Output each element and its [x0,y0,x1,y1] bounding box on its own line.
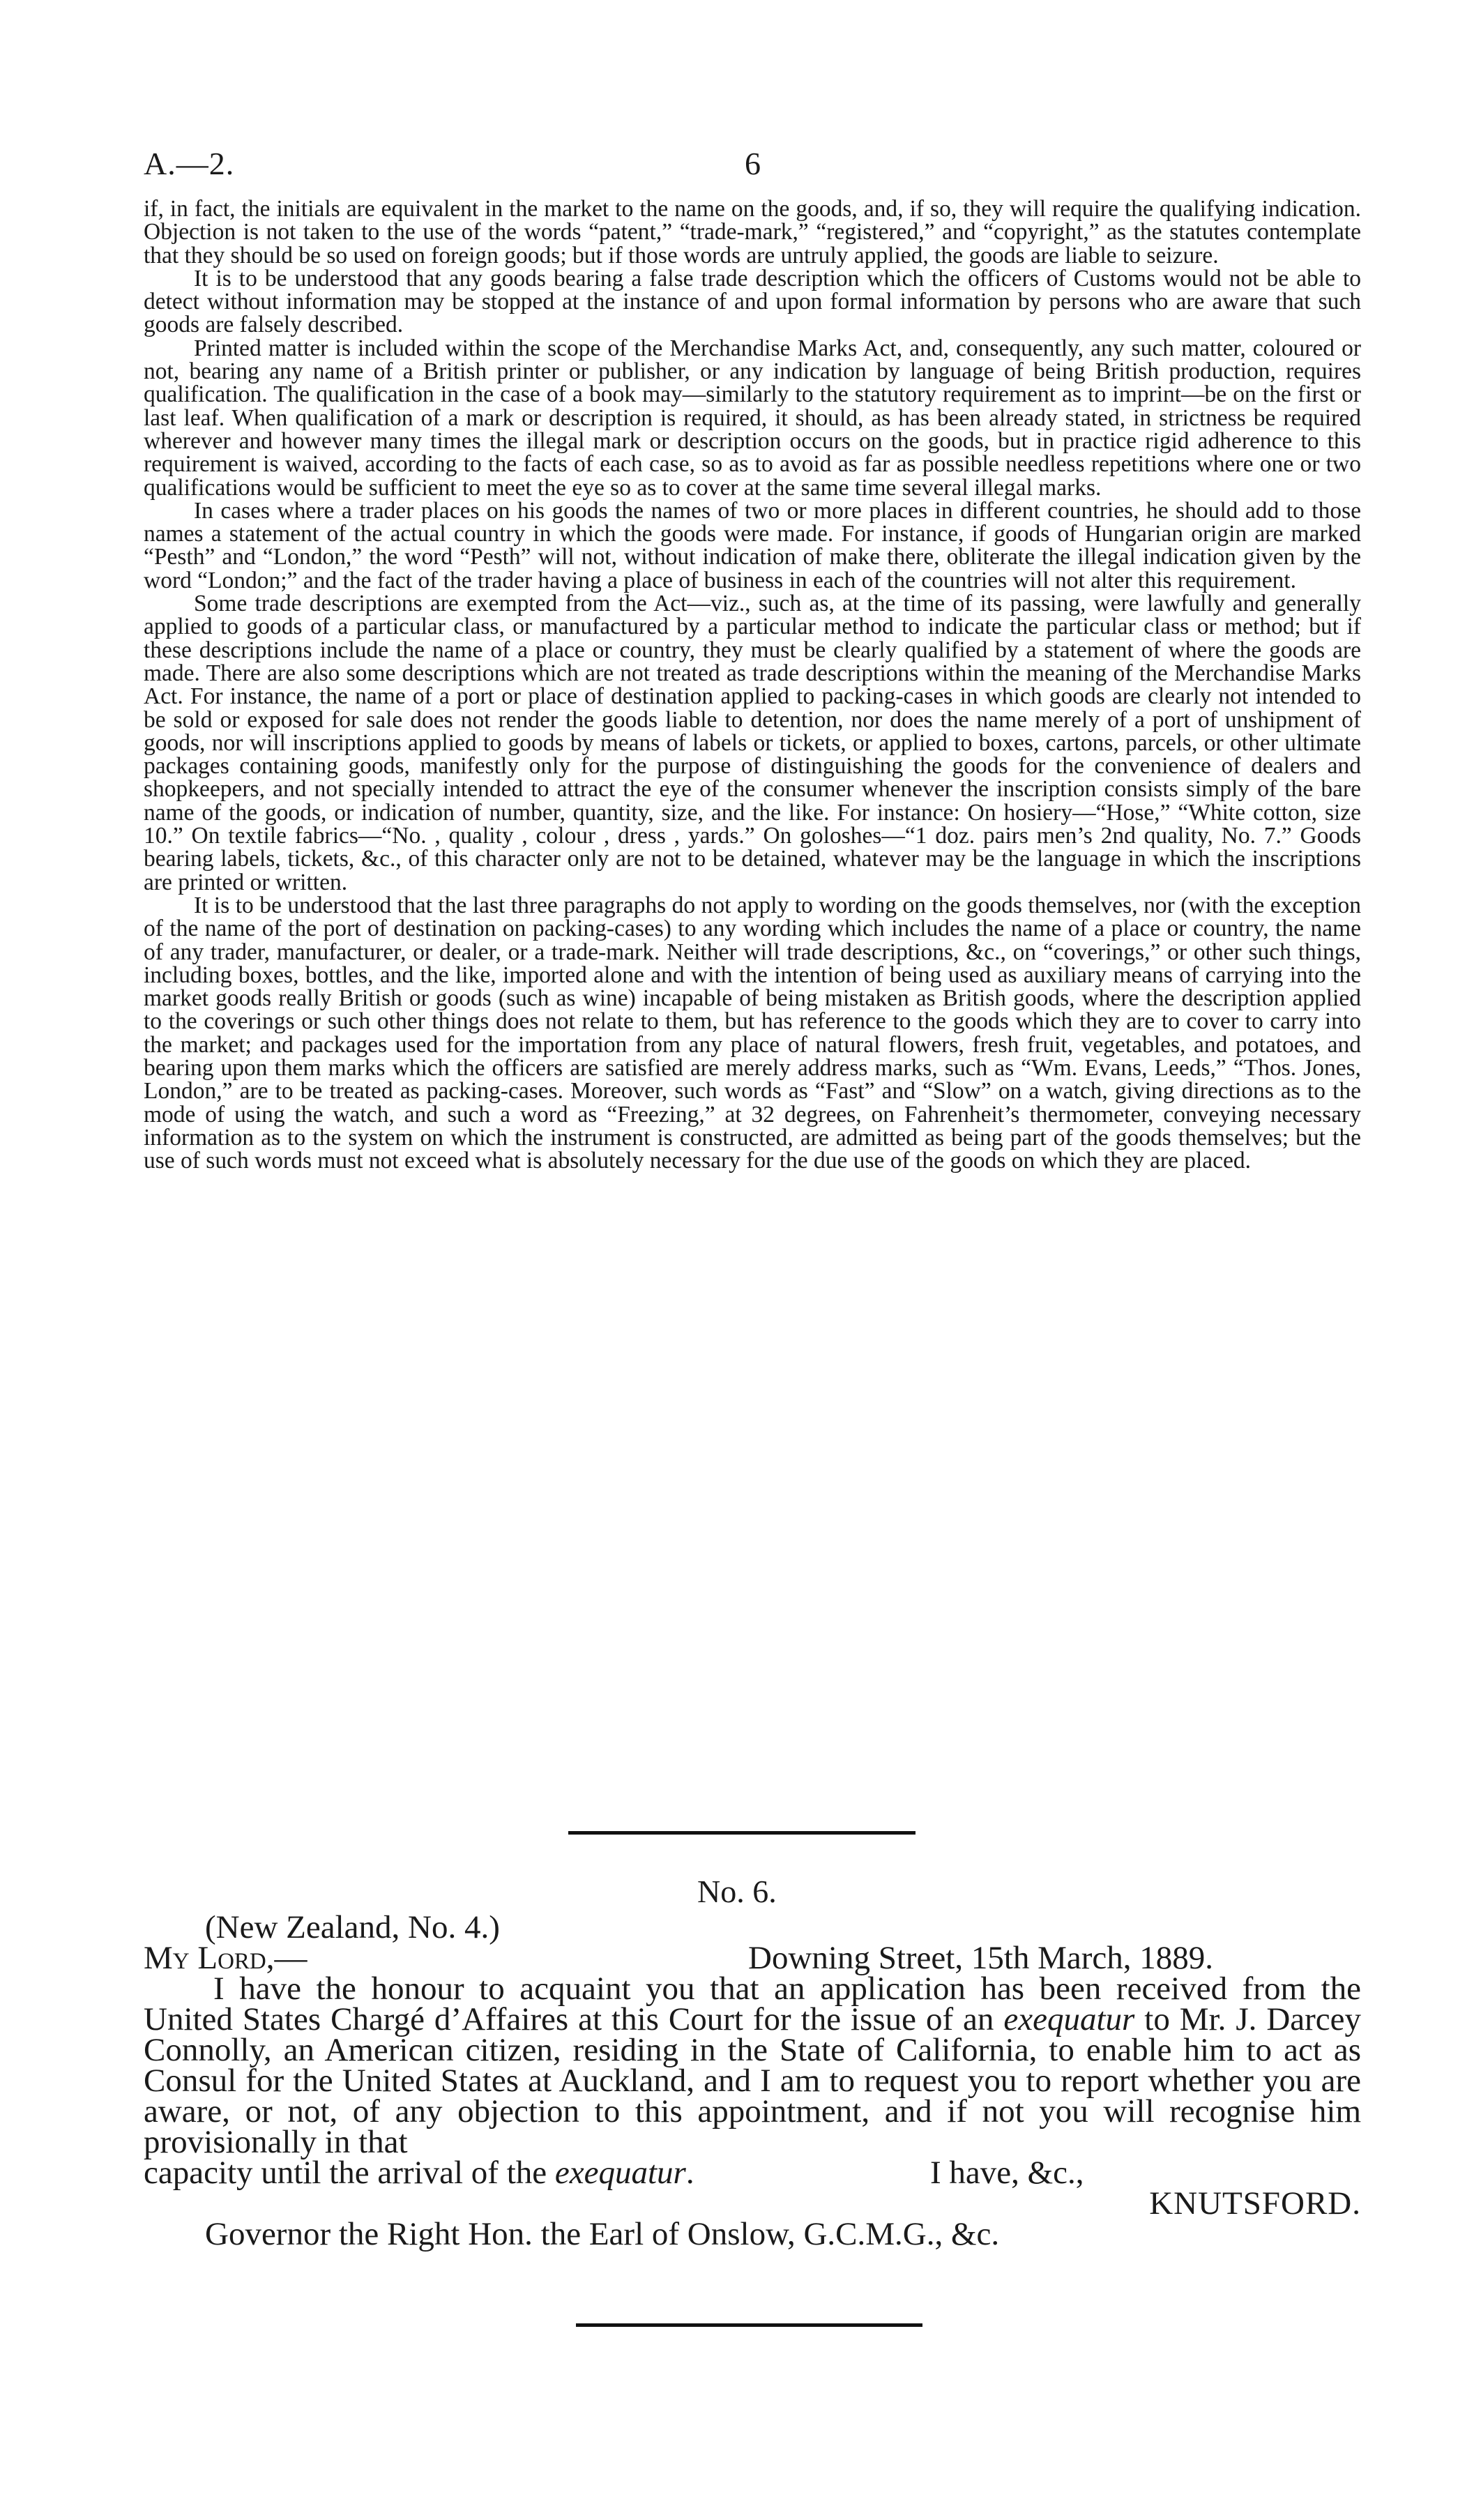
italic-term: exequatur [554,2155,686,2191]
body-paragraph: if, in fact, the initials are equivalent in the market to the name on the goods, and, if so, they will require the qualifying indication. Objection is not taken to the use of the words “patent,” “trade-mark,” “registered,” and “copyright,” as the statutes contemplate that they should be so used on foreign goods; but if those words are untruly applied, the goods are liable to seizure. [144,196,1361,268]
closing-line [144,2155,1361,2191]
letter-body-end: to Mr. J. Darcey Connolly, an American citizen, residing in the State of California, to enable him to act as Consul for the United States at Auckland, and I am to request you to report whether you are aware, or not, of any objection to this appointment, and if not you will recognise him provisionally in that [144,2001,1361,2160]
letter-body-start: I have the honour to acquaint you that an application has been received from the United States Chargé d’Affaires at this Court for the issue of an [144,1971,1361,2037]
salutation: My Lord,— [144,1940,307,1976]
letter-header-line [144,1940,1361,1976]
memorandum-body [144,197,1361,1172]
letter-reference: (New Zealand, No. 4.) [205,1909,500,1945]
closing-prefix: capacity until the arrival of the [144,2155,555,2191]
body-paragraph: Some trade descriptions are exempted from the Act—viz., such as, at the time of its passing, were lawfully and generally applied to goods of a particular class, or manufactured by a particular method to indicate the particular class or method; but if these descriptions include the name of a place or country, they must be clearly qualified by a statement of where the goods are made. There are also some descriptions which are not treated as trade descriptions within the meaning of the Merchandise Marks Act. For instance, the name of a port or place of destination applied to packing-cases in which goods are clearly not intended to be sold or exposed for sale does not render the goods liable to detention, nor does the name merely of a port of unshipment of goods, nor will inscriptions applied to goods by means of labels or tickets, or applied to boxes, cartons, parcels, or other ultimate packages containing goods, manifestly only for the purpose of distinguishing the goods for the convenience of dealers and shopkeepers, and not specially intended to attract the eye of the consumer whenever the inscription consists simply of the bare name of the goods, or indication of number, quantity, size, and the like. For instance: On hosiery—“Hose,” “White cotton, size 10.” On textile fabrics—“No. , quality , colour , dress , yards.” On goloshes—“1 doz. pairs men’s 2nd quality, No. 7.” Goods bearing labels, tickets, &c., of this character only are not to be detained, whatever may be the language in which the inscriptions are printed or written. [144,591,1361,895]
body-paragraph: In cases where a trader places on his goods the names of two or more places in different countries, he should add to those names a statement of the actual country in which the goods were made. For instance, if goods of Hungarian origin are marked “Pesth” and “London,” the word “Pesth” will not, without indication of make there, obliterate the illegal indication given by the word “London;” and the fact of the trader having a place of business in each of the countries will not alter this requirement. [144,497,1361,593]
addressee: Governor the Right Hon. the Earl of Onslow, G.C.M.G., &c. [205,2216,1000,2252]
closing-suffix: . [685,2155,694,2191]
dateline: Downing Street, 15th March, 1889. [748,1940,1214,1976]
page-number: 6 [745,146,761,181]
complimentary-close: I have, &c., [930,2155,1084,2191]
letter [144,1909,1361,2252]
section-divider [576,2323,922,2327]
section-divider [568,1831,915,1835]
body-paragraph: It is to be understood that any goods bearing a false trade description which the officers of Customs would not be able to detect without information may be stopped at the instance of and upon formal information by persons who are aware that such goods are falsely described. [144,265,1361,338]
closing-text [144,2155,694,2191]
section-reference: A.—2. [144,146,235,181]
signature: KNUTSFORD. [1149,2185,1361,2222]
letter-number-heading: No. 6. [697,1874,777,1909]
italic-term: exequatur [1003,2001,1135,2037]
body-paragraph: Printed matter is included within the scope of the Merchandise Marks Act, and, consequently, any such matter, coloured or not, bearing any name of a British printer or publisher, or any indication by language of being British production, requires qualification. The qualification in the case of a book may—similarly to the statutory requirement as to imprint—be on the first or last leaf. When qualification of a mark or description is required, it should, as has been already stated, in strictness be required wherever and however many times the illegal mark or description occurs on the goods, but in practice rigid adherence to this requirement is waived, according to the facts of each case, so as to avoid as far as possible needless repetitions where one or two qualifications would be sufficient to meet the eye so as to cover at the same time several illegal marks. [144,335,1361,501]
letter-body [144,1971,1361,2160]
body-paragraph: It is to be understood that the last three paragraphs do not apply to wording on the goods themselves, nor (with the exception of the name of the port of destination on packing-cases) to any wording which includes the name of a place or country, the name of any trader, manufacturer, or dealer, or a trade-mark. Neither will trade descriptions, &c., on “coverings,” or other such things, including boxes, bottles, and the like, imported alone and with the intention of being used as auxiliary means of carrying into the market goods really British or goods (such as wine) incapable of being mistaken as British goods, where the description applied to the coverings or such other things does not relate to them, but has reference to the goods which they are to cover to carry into the market; and packages used for the importation from any place of natural flowers, fresh fruit, vegetables, and potatoes, and bearing upon them marks which the officers are satisfied are merely address marks, such as “Wm. Evans, Leeds,” “Thos. Jones, London,” are to be treated as packing-cases. Moreover, such words as “Fast” and “Slow” on a watch, giving directions as to the mode of using the watch, and such a word as “Freezing,” at 32 degrees, on Fahrenheit’s thermometer, conveying necessary information as to the system on which the instrument is constructed, are admitted as being part of the goods themselves; but the use of such words must not exceed what is absolutely necessary for the due use of the goods on which they are placed. [144,892,1361,1174]
